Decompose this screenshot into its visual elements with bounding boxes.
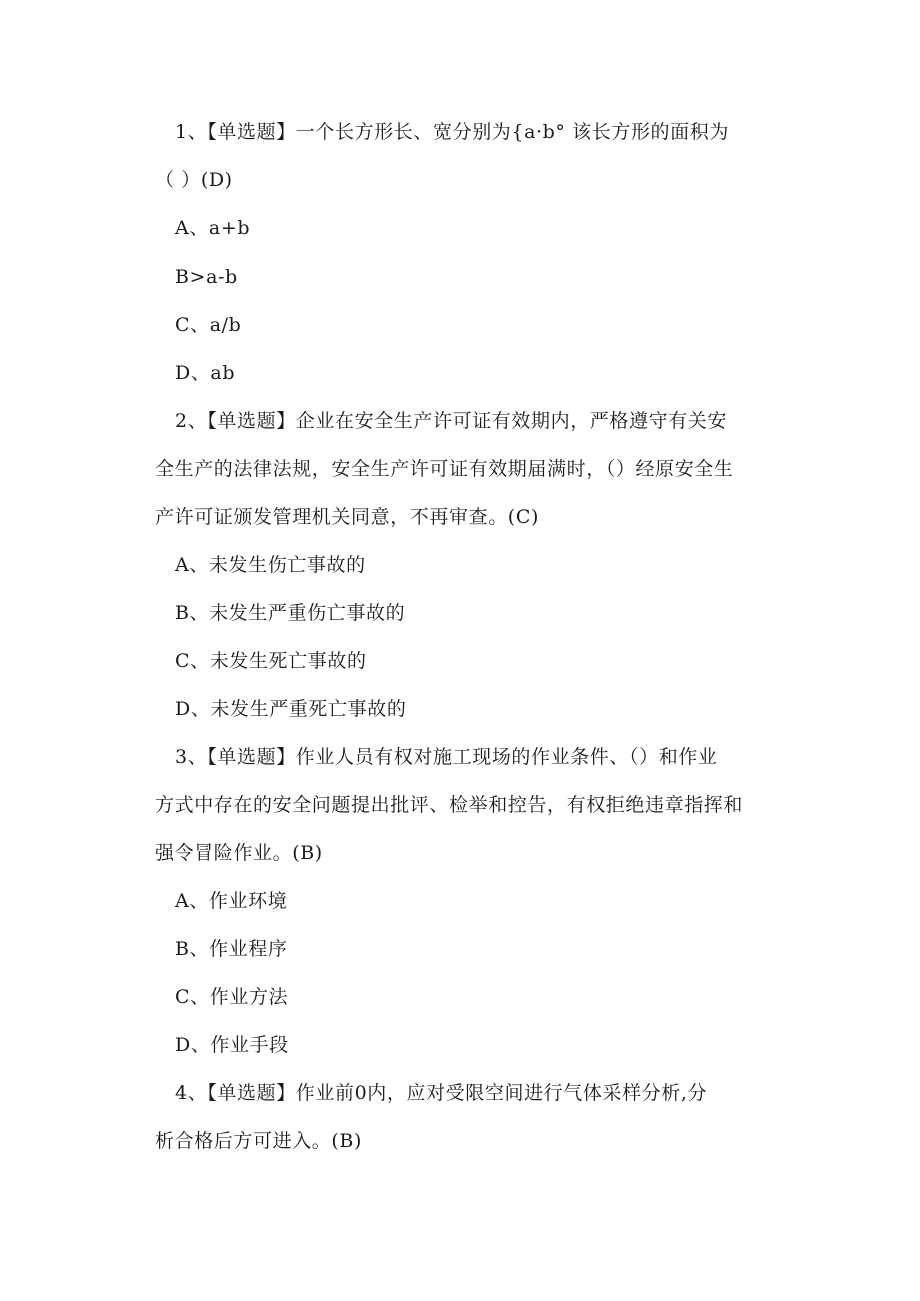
question-1-option-a: A、a+b	[175, 217, 251, 239]
question-3-line-3: 强令冒险作业。(B)	[155, 842, 323, 864]
question-3-option-d: D、作业手段	[175, 1034, 289, 1056]
question-2-option-c: C、未发生死亡事故的	[175, 650, 367, 672]
question-1-option-d: D、ab	[175, 362, 236, 384]
question-2-option-a: A、未发生伤亡事故的	[175, 554, 366, 576]
question-3-line-2: 方式中存在的安全问题提出批评、检举和控告，有权拒绝违章指挥和	[155, 794, 744, 816]
question-1-option-b: B>a-b	[175, 266, 238, 288]
question-3-line-1: 3、【单选题】作业人员有权对施工现场的作业条件、（）和作业	[175, 746, 718, 768]
question-1-line-1: 1、【单选题】一个长方形长、宽分别为{a·b° 该长方形的面积为	[175, 121, 729, 143]
question-3-option-c: C、作业方法	[175, 986, 289, 1008]
question-1-line-2: （ ）(D)	[155, 169, 233, 191]
question-2-line-1: 2、【单选题】企业在安全生产许可证有效期内，严格遵守有关安	[175, 410, 727, 432]
question-1-option-c: C、a/b	[175, 314, 242, 336]
question-2-line-3: 产许可证颁发管理机关同意，不再审查。(C)	[155, 506, 539, 528]
question-2-option-b: B、未发生严重伤亡事故的	[175, 602, 406, 624]
question-3-option-b: B、作业程序	[175, 938, 288, 960]
question-2-option-d: D、未发生严重死亡事故的	[175, 698, 407, 720]
question-4-line-1: 4、【单选题】作业前0内，应对受限空间进行气体采样分析,分	[175, 1082, 708, 1104]
question-2-line-2: 全生产的法律法规，安全生产许可证有效期届满时，（）经原安全生	[155, 458, 734, 480]
question-3-option-a: A、作业环境	[175, 890, 288, 912]
question-4-line-2: 析合格后方可进入。(B)	[155, 1130, 362, 1152]
